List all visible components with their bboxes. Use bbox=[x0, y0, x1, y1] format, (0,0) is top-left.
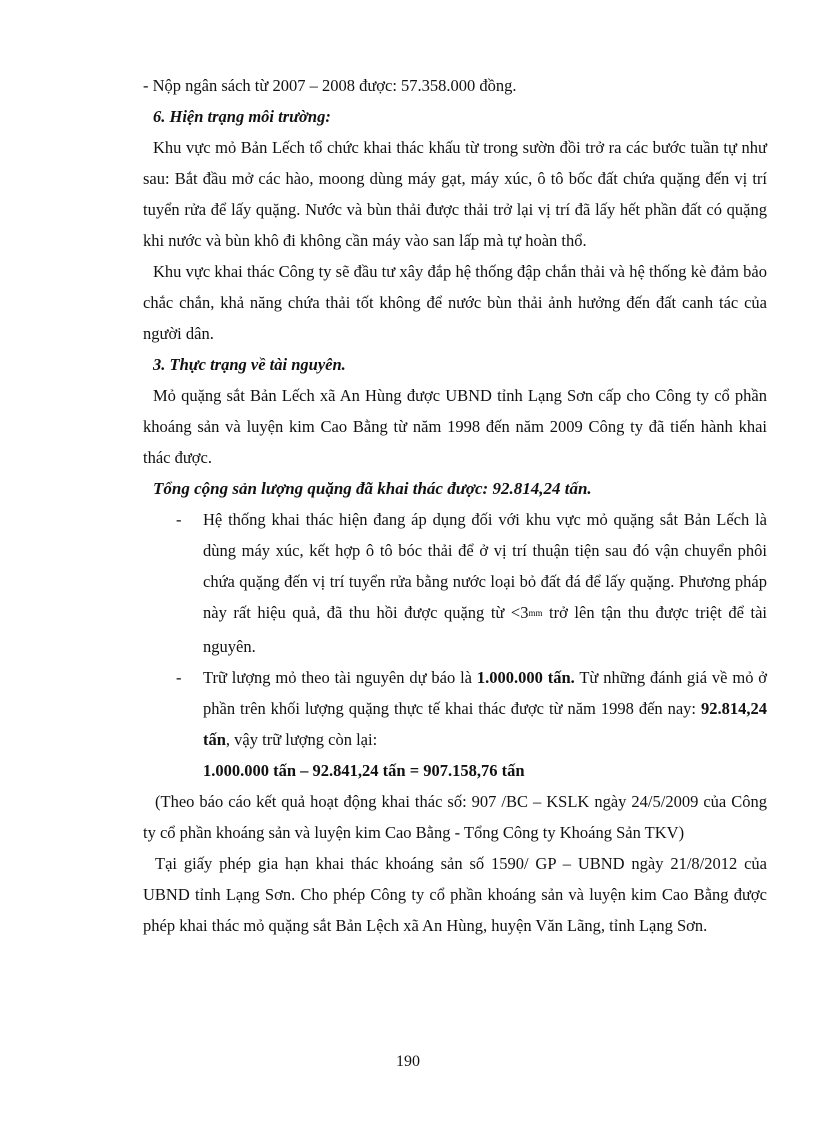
report-reference-paragraph: (Theo báo cáo kết quả hoạt động khai thác số: 907 /BC – KSLK ngày 24/5/2009 của Công ty cổ phần khoáng sản và luyện kim Cao Bằng - Tổng Công ty Khoáng Sản TKV) bbox=[143, 792, 767, 842]
bullet-1-tail: trở lên tận thu được triệt để tài nguyên. bbox=[203, 603, 767, 656]
list-item bbox=[143, 662, 767, 755]
remaining-reserve-formula: 1.000.000 tấn – 92.841,24 tấn = 907.158,76 tấn bbox=[203, 761, 525, 780]
license-extension-paragraph: Tại giấy phép gia hạn khai thác khoáng sản số 1590/ GP – UBND ngày 21/8/2012 của UBND tỉnh Lạng Sơn. Cho phép Công ty cổ phần khoáng sản và luyện kim Cao Bằng được phép khai thác mỏ quặng sắt Bản Lệch xã An Hùng, huyện Văn Lãng, tỉnh Lạng Sơn. bbox=[143, 854, 767, 935]
bullet-dash: - bbox=[176, 668, 182, 687]
bullet-1-text: Hệ thống khai thác hiện đang áp dụng đối với khu vực mỏ quặng sắt Bản Lếch là dùng máy xúc, kết hợp ô tô bóc thải để ở vị trí thuận tiện sau đó vận chuyển phôi chứa quặng đến vị trí tuyển rửa bằng nước loại bỏ đất đá để lấy quặng. Phương pháp này rất hiệu quả, đã thu hồi được quặng từ <3 bbox=[203, 510, 767, 622]
list-item bbox=[143, 504, 767, 662]
waste-dam-paragraph: Khu vực khai thác Công ty sẽ đầu tư xây đắp hệ thống đập chắn thải và hệ thống kè đảm bảo chắc chắn, khả năng chứa thải tốt không để nước bùn thải ảnh hưởng đến đất canh tác của người dân. bbox=[143, 262, 767, 343]
bullet-2-reserve: 1.000.000 tấn. bbox=[476, 668, 575, 687]
budget-line: - Nộp ngân sách từ 2007 – 2008 được: 57.358.000 đồng. bbox=[143, 76, 517, 95]
page-content bbox=[143, 70, 767, 941]
mining-process-paragraph: Khu vực mỏ Bản Lếch tổ chức khai thác khấu từ trong sườn đồi trở ra các bước tuần tự như sau: Bắt đầu mở các hào, moong dùng máy gạt, máy xúc, ô tô bốc đất chứa quặng đến vị trí tuyển rửa để lấy quặng. Nước và bùn thải được thải trở lại vị trí đã lấy hết phần đất có quặng khi nước và bùn khô đi không cần máy vào san lấp mà tự hoàn thổ. bbox=[143, 138, 767, 250]
section-6-heading: 6. Hiện trạng môi trường: bbox=[153, 107, 331, 126]
bullet-2-text-c: , vậy trữ lượng còn lại: bbox=[225, 730, 378, 749]
bullet-2-text-a: Trữ lượng mỏ theo tài nguyên dự báo là bbox=[203, 668, 477, 687]
bullet-2-mined: 92.814,24 tấn bbox=[203, 699, 767, 749]
bullet-1-unit: mm bbox=[528, 608, 543, 618]
bullet-dash: - bbox=[176, 510, 182, 529]
total-output-heading: Tổng cộng sản lượng quặng đã khai thác được: 92.814,24 tấn. bbox=[153, 479, 592, 498]
page-number: 190 bbox=[396, 1053, 420, 1070]
license-paragraph: Mỏ quặng sắt Bản Lếch xã An Hùng được UBND tỉnh Lạng Sơn cấp cho Công ty cổ phần khoáng sản và luyện kim Cao Bằng từ năm 1998 đến năm 2009 Công ty đã tiến hành khai thác được. bbox=[143, 386, 767, 467]
bullet-2-text-b: Từ những đánh giá về mỏ ở phần trên khối lượng quặng thực tế khai thác được từ năm 1998 đến nay: bbox=[203, 668, 768, 718]
section-3-heading: 3. Thực trạng về tài nguyên. bbox=[153, 355, 346, 374]
